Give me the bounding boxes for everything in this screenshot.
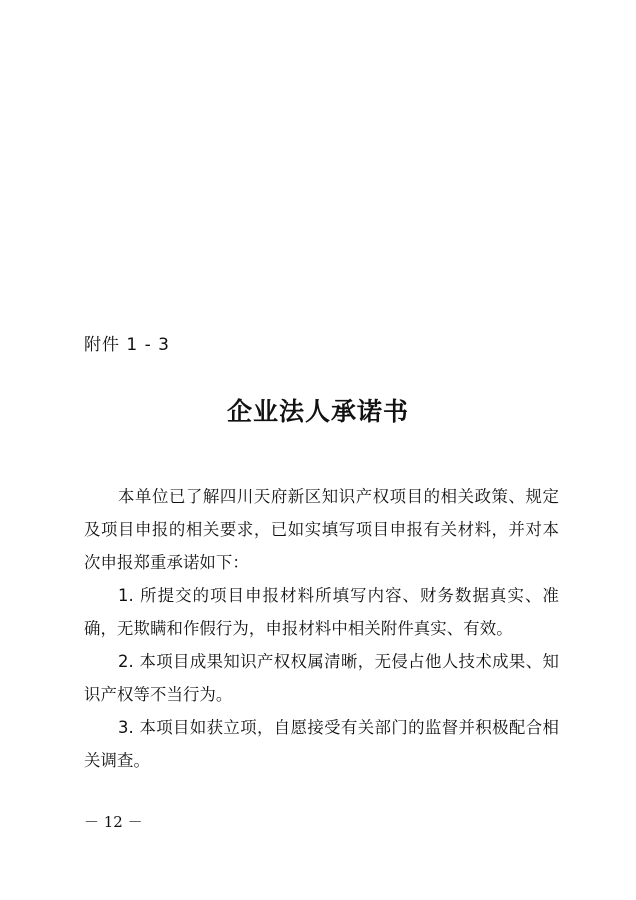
intro-paragraph: 本单位已了解四川天府新区知识产权项目的相关政策、规定及项目申报的相关要求，已如实填写项目申报有关材料，并对本次申报郑重承诺如下：: [84, 487, 559, 572]
document-title: 企业法人承诺书: [226, 397, 409, 426]
commitment-item-3: 3. 本项目如获立项，自愿接受有关部门的监督并积极配合相关调查。: [84, 718, 559, 770]
attachment-label: 附件 1 - 3: [84, 335, 170, 355]
page-number: － 12 －: [84, 813, 143, 831]
commitment-item-2: 2. 本项目成果知识产权权属清晰，无侵占他人技术成果、知识产权等不当行为。: [84, 652, 559, 704]
commitment-item-1: 1. 所提交的项目申报材料所填写内容、财务数据真实、准确，无欺瞒和作假行为，申报材料中相关附件真实、有效。: [84, 586, 559, 638]
document-body: [84, 480, 559, 777]
